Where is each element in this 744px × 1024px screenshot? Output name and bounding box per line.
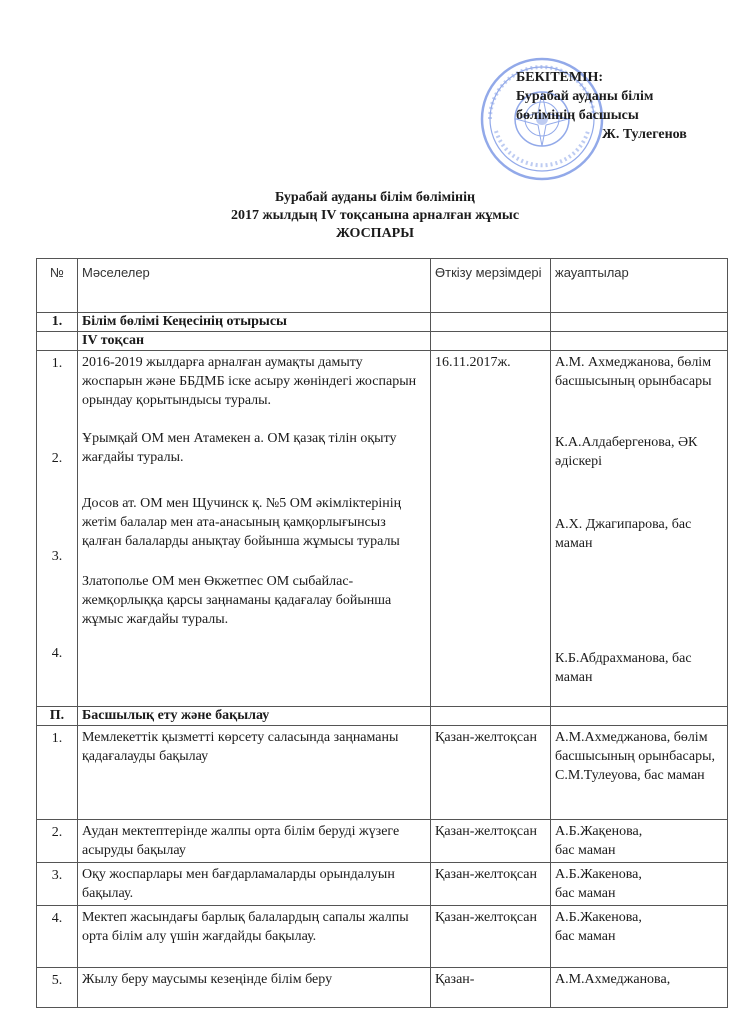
quarter-label: IV тоқсан <box>78 332 431 351</box>
item-number: 1. <box>51 356 63 371</box>
row-text: Мемлекеттік қызметті көрсету саласында заңнаманы қадағалауды бақылау <box>78 726 431 820</box>
row-items <box>78 351 431 707</box>
row-number: 2. <box>37 820 78 863</box>
document-title <box>180 189 570 243</box>
row-date: Қазан-желтоқсан <box>431 906 551 968</box>
row-responsible <box>551 968 728 1008</box>
row-date: Қазан- <box>431 968 551 1008</box>
responsible-person: А.М.Ахмеджанова, бөлім басшысының орынбасары, <box>555 730 715 764</box>
responsible-person: А.Б.Жакенова, <box>555 910 642 925</box>
responsible-person: бас маман <box>555 843 616 858</box>
responsible-person: К.А.Алдабергенова, ӘК әдіскері <box>555 435 698 469</box>
header-dates: Өткізу мерзімдері <box>431 259 551 313</box>
title-line: Бурабай ауданы білім бөлімінің <box>274 190 476 205</box>
item-text: 2016-2019 жылдарға арналған аумақты дамыту жоспарын және ББДМБ іске асыру жөніндегі жоспарын орындау қорытындысы туралы. <box>82 355 417 408</box>
header-issues: Мәселелер <box>78 259 431 313</box>
responsible-person: А.М. Ахмеджанова, бөлім басшысының орынбасары <box>555 355 712 389</box>
approval-signature: Ж. Тулегенов <box>602 127 687 142</box>
row-responsible <box>551 906 728 968</box>
section-row <box>37 313 728 332</box>
row-text: Мектеп жасындағы барлық балалардың сапалы жалпы орта білім алу үшін жағдайды бақылау. <box>78 906 431 968</box>
row-text: Аудан мектептерінде жалпы орта білім беруді жүзеге асыруды бақылау <box>78 820 431 863</box>
row-responsible <box>551 820 728 863</box>
quarter-row <box>37 332 728 351</box>
approval-heading: БЕКІТЕМІН: <box>516 70 604 85</box>
row-responsible <box>551 351 728 707</box>
item-number: 3. <box>51 549 63 564</box>
row-date: Қазан-желтоқсан <box>431 863 551 906</box>
row-date: Қазан-желтоқсан <box>431 726 551 820</box>
header-number: № <box>37 259 78 313</box>
section-number: 1. <box>37 313 78 332</box>
item-text: Ұрымқай ОМ мен Атамекен а. ОМ қазақ тілін оқыту жағдайы туралы. <box>82 431 397 465</box>
table-row <box>37 968 728 1008</box>
responsible-person: А.М.Ахмеджанова, <box>555 972 671 987</box>
responsible-person: К.Б.Абдрахманова, бас маман <box>555 651 692 685</box>
row-responsible <box>551 726 728 820</box>
table-header-row <box>37 259 728 313</box>
row-numbers <box>37 351 78 707</box>
table-row <box>37 863 728 906</box>
approval-line: бөлімінің басшысы <box>516 108 639 123</box>
empty-cell <box>431 707 551 726</box>
empty-cell <box>431 332 551 351</box>
row-text: Оқу жоспарлары мен бағдарламаларды орындалуын бақылау. <box>78 863 431 906</box>
empty-cell <box>37 332 78 351</box>
row-number: 4. <box>37 906 78 968</box>
empty-cell <box>551 707 728 726</box>
item-number: 4. <box>51 646 63 661</box>
responsible-person: А.Б.Жақенова, <box>555 824 643 839</box>
title-line: ЖОСПАРЫ <box>336 226 414 241</box>
plan-table <box>36 258 728 1008</box>
row-responsible <box>551 863 728 906</box>
responsible-person: С.М.Тулеуова, бас маман <box>555 768 705 783</box>
section-row <box>37 707 728 726</box>
row-number: 5. <box>37 968 78 1008</box>
item-text: Досов ат. ОМ мен Щучинск қ. №5 ОМ әкімліктерінің жетім балалар мен ата-анасының қамқорлығынсыз қалған балаларды анықтау бойынша жұмысы туралы <box>82 496 402 549</box>
table-row <box>37 906 728 968</box>
title-line: 2017 жылдың IV тоқсанына арналған жұмыс <box>230 208 520 223</box>
table-row <box>37 820 728 863</box>
responsible-person: А.Х. Джагипарова, бас маман <box>555 517 692 551</box>
approval-block <box>516 68 736 144</box>
item-number: 2. <box>51 451 63 466</box>
section-title: Басшылық ету және бақылау <box>78 707 431 726</box>
table-row <box>37 351 728 707</box>
row-date: 16.11.2017ж. <box>431 351 551 707</box>
empty-cell <box>551 332 728 351</box>
approval-line: Бурабай ауданы білім <box>516 89 654 104</box>
header-responsible: жауаптылар <box>551 259 728 313</box>
empty-cell <box>551 313 728 332</box>
section-number: П. <box>37 707 78 726</box>
empty-cell <box>431 313 551 332</box>
table-row <box>37 726 728 820</box>
item-text: Златополье ОМ мен Өкжетпес ОМ сыбайлас-жемқорлыққа қарсы заңнаманы қадағалау бойынша жұмыс жағдайы туралы. <box>82 574 392 627</box>
responsible-person: бас маман <box>555 929 616 944</box>
section-title: Білім бөлімі Кеңесінің отырысы <box>78 313 431 332</box>
responsible-person: А.Б.Жакенова, <box>555 867 642 882</box>
row-number: 3. <box>37 863 78 906</box>
row-number: 1. <box>37 726 78 820</box>
row-text: Жылу беру маусымы кезеңінде білім беру <box>78 968 431 1008</box>
row-date: Қазан-желтоқсан <box>431 820 551 863</box>
responsible-person: бас маман <box>555 886 616 901</box>
